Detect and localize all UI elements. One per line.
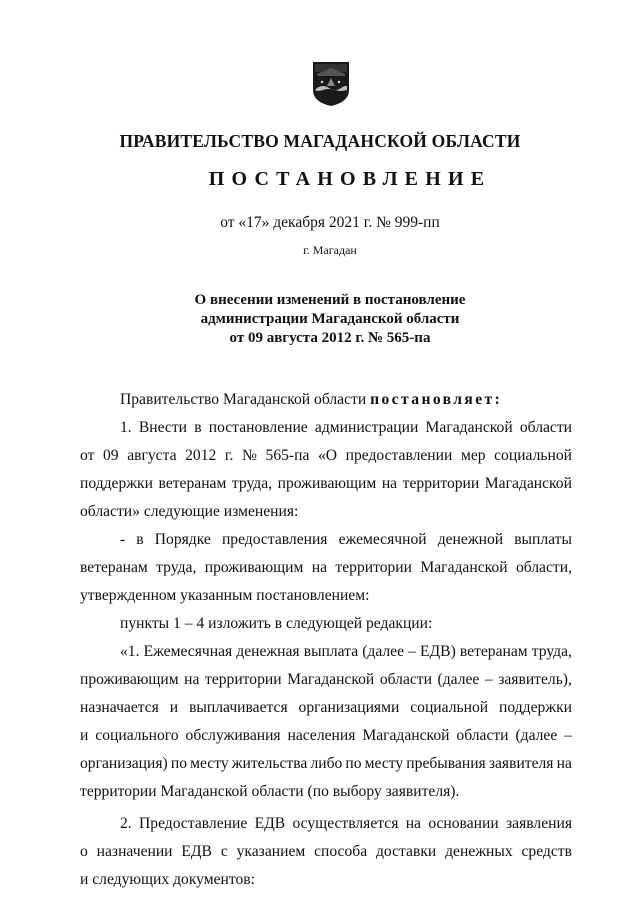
text-line (80, 554, 572, 582)
word: ЕДВ (254, 815, 286, 832)
word: социального (95, 727, 179, 744)
word: выплата (303, 643, 359, 660)
word: предоставлении (345, 447, 453, 464)
word: – (564, 727, 572, 744)
word: 2. (120, 815, 132, 832)
word: от (80, 447, 95, 464)
word: проживающим (277, 475, 377, 492)
word: назначается (80, 699, 159, 716)
word: труда, (231, 475, 273, 492)
text-line: территории Магаданской области (по выбору заявителя). (80, 783, 460, 800)
word: средств (521, 843, 572, 860)
word: «О (317, 447, 338, 464)
word: назначении (96, 843, 173, 860)
word: проживающим (80, 671, 179, 688)
word: в (136, 531, 144, 548)
intro-text: Правительство Магаданской области (120, 391, 371, 408)
word: труда, (156, 559, 197, 576)
text-line (80, 722, 572, 750)
word: территории (205, 671, 282, 688)
word: области (519, 419, 572, 436)
word: жительства (231, 755, 308, 772)
text-line: и следующих документов: (80, 871, 256, 888)
text-line (80, 470, 572, 498)
word: г. (224, 447, 234, 464)
word: проживающим (204, 559, 304, 576)
word: - (120, 531, 126, 548)
word: области (456, 727, 509, 744)
word: на (556, 755, 572, 772)
word: (далее (515, 727, 558, 744)
word: Магаданской (484, 475, 572, 492)
word: денежной (437, 531, 504, 548)
word: 2012 (185, 447, 217, 464)
word: основании (428, 815, 499, 832)
word: (далее (437, 671, 480, 688)
intro-paragraph (80, 386, 572, 414)
word: выплачивается (189, 699, 288, 716)
word: на (184, 671, 200, 688)
word: на (381, 475, 398, 492)
word: организациями (298, 699, 400, 716)
word: ежемесячной (338, 531, 427, 548)
word: организация) (80, 755, 168, 772)
word: августа (127, 447, 177, 464)
word: обслуживания (185, 727, 281, 744)
word: по (170, 755, 188, 772)
word: месту (190, 755, 229, 772)
word: Ежемесячная (143, 643, 233, 660)
document-city: г. Магадан (303, 243, 357, 257)
word: 09 (103, 447, 119, 464)
document-body (80, 386, 572, 894)
word: Внести (138, 419, 188, 436)
word: ЕДВ) (420, 643, 456, 660)
word: денежная (236, 643, 300, 660)
document-type-heading: ПОСТАНОВЛЕНИЕ (208, 168, 492, 190)
word: на (405, 815, 421, 832)
text-line (80, 838, 572, 866)
word: в (194, 419, 202, 436)
word: 565-па (265, 447, 310, 464)
word: заявитель), (498, 671, 572, 688)
word: поддержки (80, 475, 153, 492)
word: социальной (410, 699, 489, 716)
word: Магаданской (362, 727, 450, 744)
text-line (80, 638, 572, 666)
document-date-number: от «17» декабря 2021 г. № 999-пп (220, 214, 440, 231)
word: населения (287, 727, 356, 744)
word: доставки (375, 843, 437, 860)
subject-line: администрации Магаданской области (200, 311, 460, 327)
text-line (80, 526, 572, 554)
word: Магаданской (287, 671, 375, 688)
subject-line: О внесении изменений в постановление (194, 292, 466, 308)
word: труда, (531, 643, 572, 660)
text-line (80, 810, 572, 838)
subject-line: от 09 августа 2012 г. № 565-па (229, 330, 431, 346)
text-line: области» следующие изменения: (80, 503, 299, 520)
word: территории (402, 475, 480, 492)
word: (далее (362, 643, 405, 660)
word: «1. (120, 643, 140, 660)
word: выплаты (514, 531, 572, 548)
word: мер (460, 447, 486, 464)
word: Порядке (154, 531, 211, 548)
coat-of-arms-emblem (311, 60, 351, 108)
text-line (80, 442, 572, 470)
word: указанием (236, 843, 306, 860)
government-title: ПРАВИТЕЛЬСТВО МАГАДАНСКОЙ ОБЛАСТИ (119, 131, 521, 151)
word: администрации (314, 419, 419, 436)
word: способа (314, 843, 368, 860)
word: ветеранам (158, 475, 227, 492)
word: осуществляется (292, 815, 399, 832)
word: и (169, 699, 179, 716)
word: месту (364, 755, 404, 772)
word: либо (310, 755, 343, 772)
word: с (220, 843, 228, 860)
word: ветеранам (80, 559, 148, 576)
word: и (80, 727, 89, 744)
word: области (379, 671, 432, 688)
word: ветеранам (459, 643, 528, 660)
word: предоставления (221, 531, 328, 548)
word: области, (515, 559, 572, 576)
text-line: пункты 1 – 4 изложить в следующей редакции: (120, 615, 433, 632)
word: по (345, 755, 362, 772)
word: заявителя (488, 755, 554, 772)
word: – (484, 671, 493, 688)
text-line (80, 750, 572, 778)
word: территории (335, 559, 412, 576)
word: Предоставление (139, 815, 248, 832)
text-line: утвержденном указанным постановлением: (80, 587, 370, 604)
text-line (80, 414, 572, 442)
word: 1. (120, 419, 132, 436)
word: социальной (494, 447, 572, 464)
word: Магаданской (420, 559, 508, 576)
word: о (80, 843, 88, 860)
document-subject (0, 291, 640, 348)
word: – (408, 643, 416, 660)
word: на (311, 559, 328, 576)
text-line (80, 666, 572, 694)
word: постановление (208, 419, 308, 436)
word: пребывания (406, 755, 486, 772)
word: № (242, 447, 257, 464)
text-line (80, 694, 572, 722)
word: Магаданской (425, 419, 513, 436)
word: поддержки (499, 699, 572, 716)
word: денежных (445, 843, 513, 860)
intro-verb: постановляет: (370, 391, 503, 408)
word: ЕДВ (181, 843, 212, 860)
word: заявления (506, 815, 572, 832)
